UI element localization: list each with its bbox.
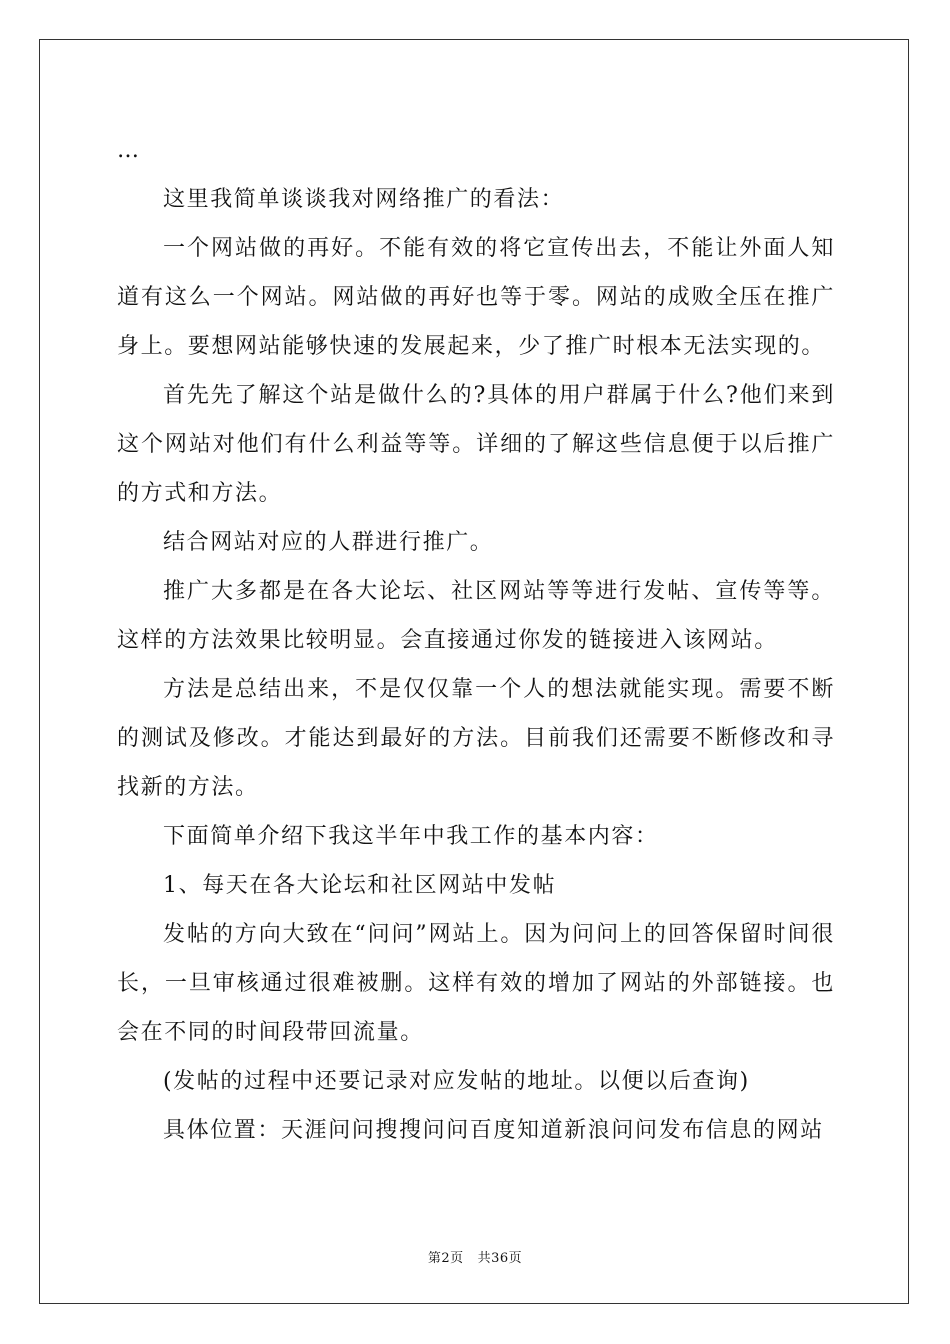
paragraph: (发帖的过程中还要记录对应发帖的地址。以便以后查询) xyxy=(163,1069,750,1094)
total-pages: 共36页 xyxy=(477,1251,523,1266)
list-heading: 1、每天在各大论坛和社区网站中发帖 xyxy=(163,873,557,898)
paragraph: 具体位置：天涯问问搜搜问问百度知道新浪问问发布信息的网站 xyxy=(163,1118,824,1143)
paragraph: 一个网站做的再好。不能有效的将它宣传出去，不能让外面人知道有这么一个网站。网站做的再好也等于零。网站的成败全压在推广身上。要想网站能够快速的发展起来，少了推广时根本无法实现的。 xyxy=(117,236,835,359)
leading-ellipsis: … xyxy=(117,138,141,163)
paragraph: 下面简单介绍下我这半年中我工作的基本内容： xyxy=(163,824,659,849)
paragraph: 首先先了解这个站是做什么的?具体的用户群属于什么?他们来到这个网站对他们有什么利益等等。详细的了解这些信息便于以后推广的方式和方法。 xyxy=(117,383,835,506)
document-body xyxy=(117,126,835,1155)
page-footer xyxy=(0,1247,950,1266)
paragraph: 这里我简单谈谈我对网络推广的看法： xyxy=(163,187,565,212)
page-number: 第2页 xyxy=(427,1251,464,1266)
paragraph: 结合网站对应的人群进行推广。 xyxy=(163,530,494,555)
paragraph: 推广大多都是在各大论坛、社区网站等等进行发帖、宣传等等。这样的方法效果比较明显。会直接通过你发的链接进入该网站。 xyxy=(117,579,835,653)
paragraph: 发帖的方向大致在“问问”网站上。因为问问上的回答保留时间很长，一旦审核通过很难被删。这样有效的增加了网站的外部链接。也会在不同的时间段带回流量。 xyxy=(117,922,835,1045)
paragraph: 方法是总结出来，不是仅仅靠一个人的想法就能实现。需要不断的测试及修改。才能达到最好的方法。目前我们还需要不断修改和寻找新的方法。 xyxy=(117,677,835,800)
